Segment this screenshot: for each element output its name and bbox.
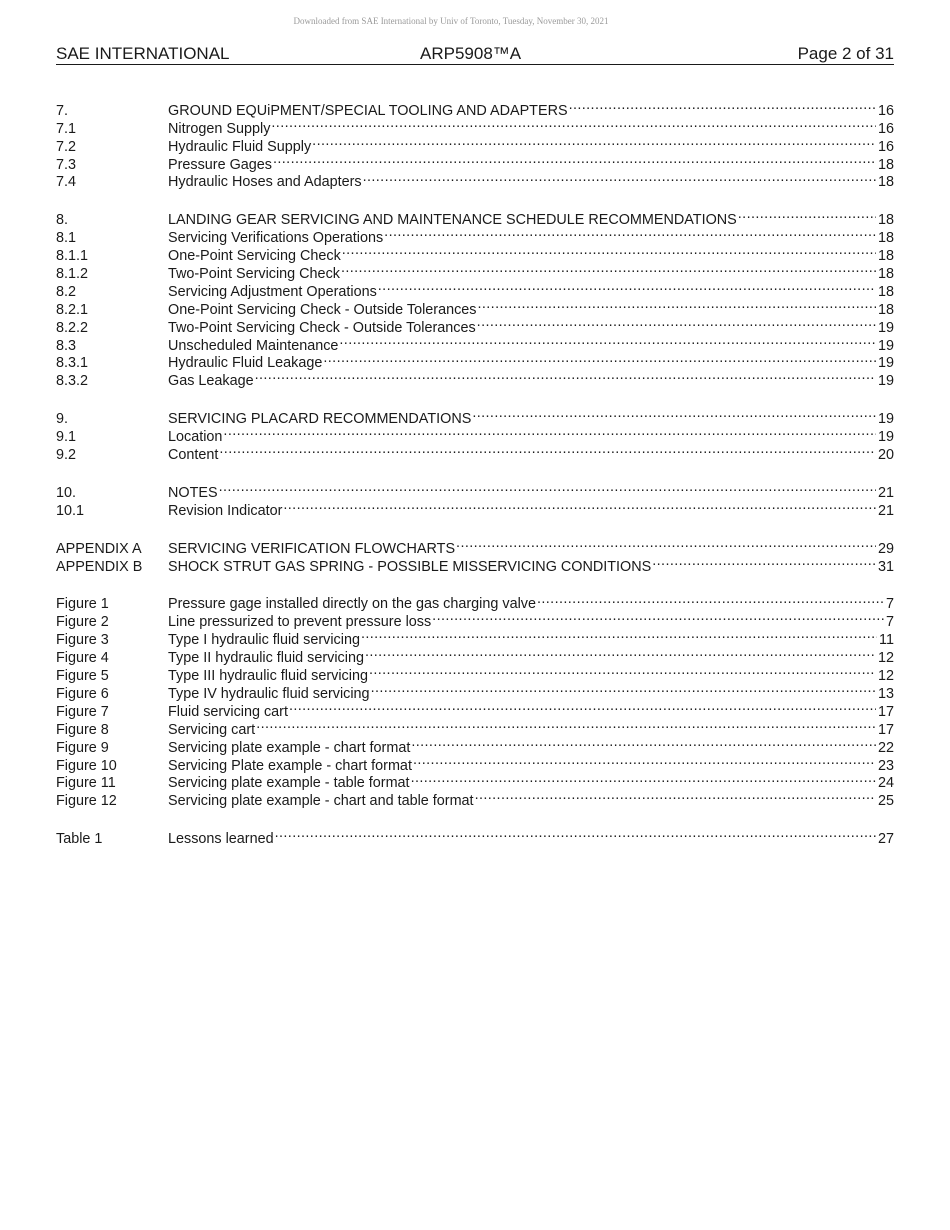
toc-entry-page: 17 <box>877 703 894 720</box>
toc-entry[interactable] <box>56 206 894 229</box>
toc-entry[interactable] <box>56 405 894 428</box>
toc-dot-leader <box>218 441 876 459</box>
toc-dot-leader <box>218 479 876 497</box>
toc-entry-title: Two-Point Servicing Check - Outside Tolerances <box>168 319 476 336</box>
toc-entry-title: Location <box>168 429 223 446</box>
toc-entry-title: SHOCK STRUT GAS SPRING - POSSIBLE MISSERVICING CONDITIONS <box>168 558 652 575</box>
toc-entry-title: Hydraulic Fluid Leakage <box>168 355 323 372</box>
toc-entry-number: Figure 3 <box>56 632 109 649</box>
toc-entry-number: 9.1 <box>56 429 77 446</box>
toc-entry-number: APPENDIX B <box>56 558 143 575</box>
toc-entry-number: Figure 1 <box>56 596 109 613</box>
toc-dot-leader <box>476 296 876 314</box>
toc-entry-title: GROUND EQUiPMENT/SPECIAL TOOLING AND ADAPTERS <box>168 102 568 119</box>
toc-dot-leader <box>568 97 876 115</box>
toc-entry-page: 18 <box>877 212 894 229</box>
toc-entry-page: 22 <box>877 739 894 756</box>
toc-entry-page: 19 <box>877 319 894 336</box>
table-of-contents <box>56 97 894 863</box>
toc-entry-page: 23 <box>877 757 894 774</box>
toc-entry-title: Pressure Gages <box>168 156 272 173</box>
toc-entry-title: Hydraulic Fluid Supply <box>168 138 312 155</box>
toc-entry-page: 16 <box>877 138 894 155</box>
toc-entry-number: Figure 12 <box>56 793 117 810</box>
toc-section-group <box>56 479 894 519</box>
toc-dot-leader <box>377 278 876 296</box>
toc-entry-page: 18 <box>877 301 894 318</box>
toc-entry-page: 31 <box>877 558 894 575</box>
toc-entry-title: Gas Leakage <box>168 373 254 390</box>
toc-entry-number: Figure 10 <box>56 757 117 774</box>
toc-entry-number: APPENDIX A <box>56 540 142 557</box>
toc-dot-leader <box>364 644 876 662</box>
toc-entry-number: 10. <box>56 484 77 501</box>
toc-dot-leader <box>455 535 876 553</box>
toc-entry-number: 9. <box>56 411 69 428</box>
toc-entry-page: 27 <box>877 831 894 848</box>
toc-entry-number: 7.1 <box>56 120 77 137</box>
toc-entry-number: Figure 4 <box>56 650 109 667</box>
toc-entry-page: 19 <box>877 337 894 354</box>
toc-entry-title: Servicing Verifications Operations <box>168 230 384 247</box>
toc-entry-number: 8.1.1 <box>56 248 89 265</box>
toc-entry-page: 18 <box>877 230 894 247</box>
toc-entry-page: 12 <box>877 668 894 685</box>
toc-entry-number: Figure 7 <box>56 703 109 720</box>
toc-section-group <box>56 405 894 464</box>
toc-dot-leader <box>737 206 876 224</box>
toc-entry-page: 7 <box>885 596 894 613</box>
toc-entry-page: 18 <box>877 283 894 300</box>
header-document-number: ARP5908™A <box>420 44 522 63</box>
toc-entry-title: Pressure gage installed directly on the gas charging valve <box>168 596 536 613</box>
toc-dot-leader <box>274 825 876 843</box>
toc-entry-page: 18 <box>877 174 894 191</box>
toc-entry-title: One-Point Servicing Check <box>168 248 341 265</box>
download-watermark: Downloaded from SAE International by Univ of Toronto, Tuesday, November 30, 2021 <box>293 16 609 26</box>
toc-entry-number: 7.4 <box>56 174 77 191</box>
toc-entry-title: One-Point Servicing Check - Outside Tolerances <box>168 301 477 318</box>
toc-entry-title: SERVICING VERIFICATION FLOWCHARTS <box>168 540 456 557</box>
toc-dot-leader <box>410 734 876 752</box>
toc-entry-title: Type IV hydraulic fluid servicing <box>168 685 370 702</box>
toc-entry-title: Servicing plate example - chart format <box>168 739 411 756</box>
toc-entry-title: Fluid servicing cart <box>168 703 288 720</box>
toc-dot-leader <box>340 260 876 278</box>
toc-entry-number: 8.3.1 <box>56 355 89 372</box>
toc-entry-page: 7 <box>885 614 894 631</box>
toc-dot-leader <box>383 224 876 242</box>
toc-entry-page: 19 <box>877 355 894 372</box>
header-page-number: Page 2 of 31 <box>797 44 894 63</box>
toc-entry-number: 8.2.2 <box>56 319 89 336</box>
toc-entry-page: 29 <box>877 540 894 557</box>
toc-entry-page: 19 <box>877 429 894 446</box>
toc-entry-title: Content <box>168 447 219 464</box>
toc-entry-title: Nitrogen Supply <box>168 120 271 137</box>
toc-entry-number: 10.1 <box>56 502 85 519</box>
toc-dot-leader <box>474 787 876 805</box>
page-header <box>56 44 894 65</box>
toc-entry-page: 13 <box>877 685 894 702</box>
toc-dot-leader <box>255 716 876 734</box>
toc-entry-page: 19 <box>877 411 894 428</box>
toc-entry-page: 11 <box>879 632 894 649</box>
toc-dot-leader <box>270 115 876 133</box>
toc-entry-title: NOTES <box>168 484 218 501</box>
toc-entry-title: Hydraulic Hoses and Adapters <box>168 174 362 191</box>
toc-dot-leader <box>341 242 876 260</box>
toc-entry-number: Table 1 <box>56 831 103 848</box>
toc-entry-title: Lessons learned <box>168 831 274 848</box>
toc-entry[interactable] <box>56 479 894 501</box>
toc-entry-title: LANDING GEAR SERVICING AND MAINTENANCE SCHEDULE RECOMMENDATIONS <box>168 212 737 229</box>
toc-entry-number: 8. <box>56 212 69 229</box>
toc-entry[interactable] <box>56 97 894 119</box>
toc-entry-title: Servicing Plate example - chart format <box>168 757 412 774</box>
toc-entry-number: 8.3.2 <box>56 373 89 390</box>
toc-entry-title: Revision Indicator <box>168 502 283 519</box>
toc-entry-page: 19 <box>877 373 894 390</box>
toc-entry-number: 9.2 <box>56 447 77 464</box>
toc-entry-number: Figure 11 <box>56 775 116 792</box>
toc-entry[interactable] <box>56 825 894 848</box>
toc-entry-title: Type II hydraulic fluid servicing <box>168 650 364 667</box>
toc-dot-leader <box>412 752 876 770</box>
toc-entry-title: Servicing plate example - table format <box>168 775 410 792</box>
toc-section-group <box>56 97 894 191</box>
toc-entry-title: Line pressurized to prevent pressure loss <box>168 614 432 631</box>
toc-entry-title: Two-Point Servicing Check <box>168 266 340 283</box>
toc-dot-leader <box>222 423 876 441</box>
toc-entry-page: 18 <box>877 156 894 173</box>
toc-dot-leader <box>311 133 876 151</box>
toc-entry-page: 21 <box>877 502 894 519</box>
toc-dot-leader <box>471 405 876 423</box>
toc-entry-number: Figure 2 <box>56 614 109 631</box>
toc-entry-number: 8.2 <box>56 283 77 300</box>
toc-entry-number: 8.2.1 <box>56 301 89 318</box>
toc-dot-leader <box>651 553 876 571</box>
toc-dot-leader <box>282 497 876 515</box>
toc-entry-page: 18 <box>877 266 894 283</box>
toc-entry-number: 8.1 <box>56 230 77 247</box>
toc-entry-title: Type III hydraulic fluid servicing <box>168 668 368 685</box>
toc-dot-leader <box>476 314 876 332</box>
toc-section-group <box>56 206 894 390</box>
toc-entry-page: 20 <box>877 447 894 464</box>
toc-dot-leader <box>536 591 884 609</box>
toc-entry-number: 7. <box>56 102 69 119</box>
toc-entry-title: SERVICING PLACARD RECOMMENDATIONS <box>168 411 472 428</box>
toc-dot-leader <box>338 332 876 350</box>
toc-dot-leader <box>288 698 876 716</box>
toc-dot-leader <box>272 151 876 169</box>
toc-dot-leader <box>360 626 877 644</box>
toc-entry-title: Type I hydraulic fluid servicing <box>168 632 360 649</box>
toc-entry-page: 21 <box>877 484 894 501</box>
toc-entry-number: 8.1.2 <box>56 266 89 283</box>
toc-dot-leader <box>254 367 876 385</box>
toc-entry-page: 16 <box>877 120 894 137</box>
toc-entry-title: Servicing plate example - chart and table format <box>168 793 474 810</box>
toc-dot-leader <box>322 350 876 368</box>
toc-entry-number: Figure 8 <box>56 721 109 738</box>
toc-entry-page: 16 <box>877 102 894 119</box>
toc-entry[interactable] <box>56 591 894 613</box>
toc-entry-page: 18 <box>877 248 894 265</box>
toc-entry-number: Figure 6 <box>56 685 109 702</box>
toc-dot-leader <box>362 169 876 187</box>
toc-section-group <box>56 825 894 848</box>
toc-entry-title: Servicing Adjustment Operations <box>168 283 377 300</box>
toc-entry-number: 8.3 <box>56 337 77 354</box>
toc-section-group <box>56 535 894 575</box>
toc-dot-leader <box>431 608 884 626</box>
toc-entry-number: Figure 5 <box>56 668 109 685</box>
toc-entry-title: Servicing cart <box>168 721 256 738</box>
toc-entry-page: 17 <box>877 721 894 738</box>
toc-dot-leader <box>370 680 876 698</box>
toc-entry-title: Unscheduled Maintenance <box>168 337 339 354</box>
toc-entry-page: 25 <box>877 793 894 810</box>
toc-entry-number: 7.3 <box>56 156 77 173</box>
toc-entry-page: 24 <box>877 775 894 792</box>
toc-dot-leader <box>410 770 876 788</box>
toc-dot-leader <box>368 662 876 680</box>
header-organization: SAE INTERNATIONAL <box>56 44 230 63</box>
toc-section-group <box>56 591 894 810</box>
toc-entry-number: 7.2 <box>56 138 77 155</box>
toc-entry[interactable] <box>56 535 894 557</box>
toc-entry-page: 12 <box>877 650 894 667</box>
toc-entry-number: Figure 9 <box>56 739 109 756</box>
